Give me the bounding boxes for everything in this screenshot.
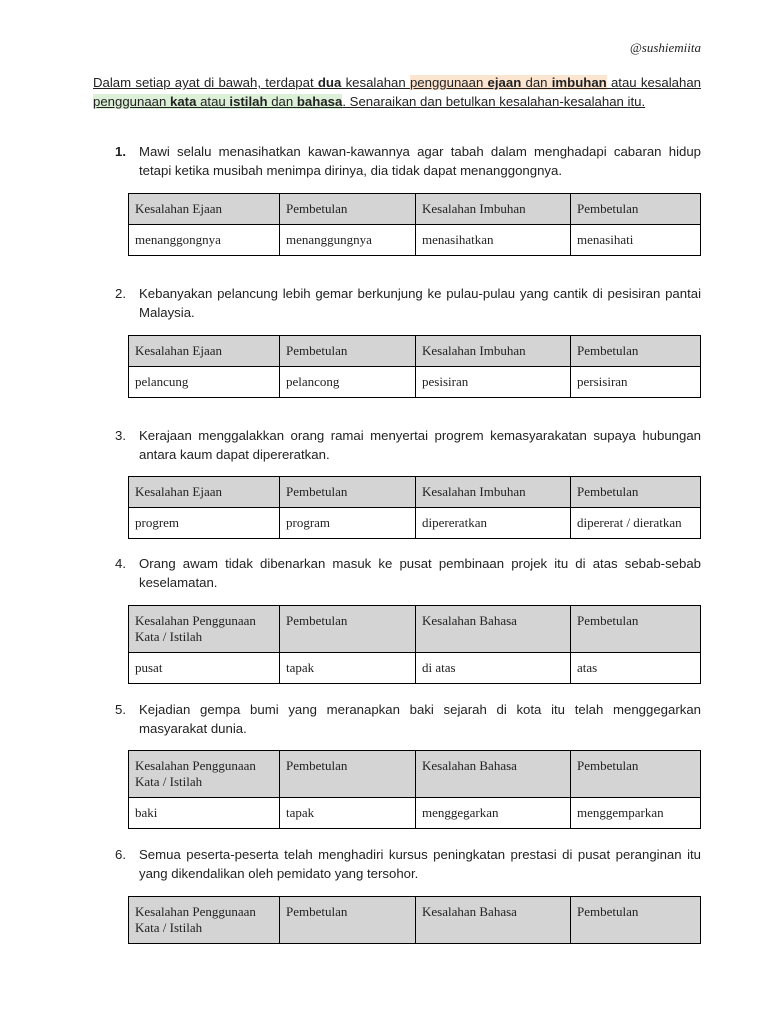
header-cell: Pembetulan [280, 897, 416, 944]
question-text: Kerajaan menggalakkan orang ramai menyertai progrem kemasyarakatan supaya hubungan antara kaum dapat dipereratkan. [139, 428, 701, 462]
answer-table-5 [128, 750, 701, 829]
question-1 [115, 142, 701, 180]
question-text: Semua peserta-peserta telah menghadiri kursus peningkatan prestasi di pusat peranginan itu yang dikendalikan oleh pemidato yang tersohor. [139, 847, 701, 881]
answer-cell: baki [129, 798, 280, 829]
answer-cell: persisiran [571, 367, 701, 398]
question-number: 4. [115, 556, 126, 571]
header-cell: Pembetulan [280, 194, 416, 225]
answer-cell: menasihatkan [416, 225, 571, 256]
header-cell: Kesalahan Ejaan [129, 336, 280, 367]
header-cell: Pembetulan [571, 897, 701, 944]
question-6 [115, 845, 701, 883]
header-cell: Kesalahan Imbuhan [416, 336, 571, 367]
header-cell: Kesalahan Bahasa [416, 897, 571, 944]
answer-table-2 [128, 335, 701, 398]
header-cell: Pembetulan [280, 477, 416, 508]
answer-table-3 [128, 476, 701, 539]
table-header-row [129, 751, 701, 798]
answer-table-4 [128, 605, 701, 684]
answer-cell: pelancong [280, 367, 416, 398]
answer-cell: tapak [280, 653, 416, 684]
table-row [129, 653, 701, 684]
header-cell: Kesalahan Imbuhan [416, 477, 571, 508]
table-row [129, 508, 701, 539]
header-cell: Pembetulan [280, 336, 416, 367]
header-cell: Kesalahan Ejaan [129, 477, 280, 508]
header-cell: Kesalahan Penggunaan Kata / Istilah [129, 606, 280, 653]
answer-cell: di atas [416, 653, 571, 684]
answer-cell: pesisiran [416, 367, 571, 398]
answer-cell: menggemparkan [571, 798, 701, 829]
answer-cell: dipererat / dieratkan [571, 508, 701, 539]
question-5 [115, 700, 701, 738]
header-cell: Pembetulan [280, 751, 416, 798]
question-3 [115, 426, 701, 464]
header-cell: Kesalahan Ejaan [129, 194, 280, 225]
header-cell: Pembetulan [571, 194, 701, 225]
question-number: 3. [115, 428, 126, 443]
answer-cell: menanggungnya [280, 225, 416, 256]
answer-table-1 [128, 193, 701, 256]
question-2 [115, 284, 701, 322]
header-cell: Kesalahan Bahasa [416, 606, 571, 653]
question-number: 2. [115, 286, 126, 301]
question-number: 6. [115, 847, 126, 862]
answer-cell: tapak [280, 798, 416, 829]
table-header-row [129, 897, 701, 944]
question-number: 1. [115, 144, 126, 159]
question-text: Kejadian gempa bumi yang meranapkan baki sejarah di kota itu telah menggegarkan masyarakat dunia. [139, 702, 701, 736]
table-header-row [129, 194, 701, 225]
answer-cell: dipereratkan [416, 508, 571, 539]
author-handle: @sushiemiita [629, 40, 701, 55]
header-cell: Kesalahan Penggunaan Kata / Istilah [129, 751, 280, 798]
table-row [129, 367, 701, 398]
question-text: Kebanyakan pelancung lebih gemar berkunjung ke pulau-pulau yang cantik di pesisiran pantai Malaysia. [139, 286, 701, 320]
answer-cell: atas [571, 653, 701, 684]
table-header-row [129, 336, 701, 367]
question-number: 5. [115, 702, 126, 717]
header-cell: Pembetulan [280, 606, 416, 653]
answer-cell: menggegarkan [416, 798, 571, 829]
answer-cell: progrem [129, 508, 280, 539]
table-header-row [129, 477, 701, 508]
answer-table-6 [128, 896, 701, 944]
answer-cell: menasihati [571, 225, 701, 256]
header-cell: Kesalahan Penggunaan Kata / Istilah [129, 897, 280, 944]
table-row [129, 798, 701, 829]
instructions: Dalam setiap ayat di bawah, terdapat dua kesalahan penggunaan ejaan dan imbuhan atau kesalahan penggunaan kata atau istilah dan bahasa. Senaraikan dan betulkan kesalahan-kesalahan itu. [93, 75, 701, 109]
header-cell: Kesalahan Bahasa [416, 751, 571, 798]
answer-cell: pelancung [129, 367, 280, 398]
header-cell: Pembetulan [571, 751, 701, 798]
question-text: Mawi selalu menasihatkan kawan-kawannya agar tabah dalam menghadapi cabaran hidup tetapi ketika musibah menimpa dirinya, dia tidak dapat menanggongnya. [139, 144, 701, 178]
question-4 [115, 554, 701, 592]
table-header-row [129, 606, 701, 653]
header-cell: Pembetulan [571, 606, 701, 653]
answer-cell: menanggongnya [129, 225, 280, 256]
header-cell: Pembetulan [571, 336, 701, 367]
question-text: Orang awam tidak dibenarkan masuk ke pusat pembinaan projek itu di atas sebab-sebab keselamatan. [139, 556, 701, 590]
header-cell: Kesalahan Imbuhan [416, 194, 571, 225]
answer-cell: program [280, 508, 416, 539]
table-row [129, 225, 701, 256]
answer-cell: pusat [129, 653, 280, 684]
header-cell: Pembetulan [571, 477, 701, 508]
